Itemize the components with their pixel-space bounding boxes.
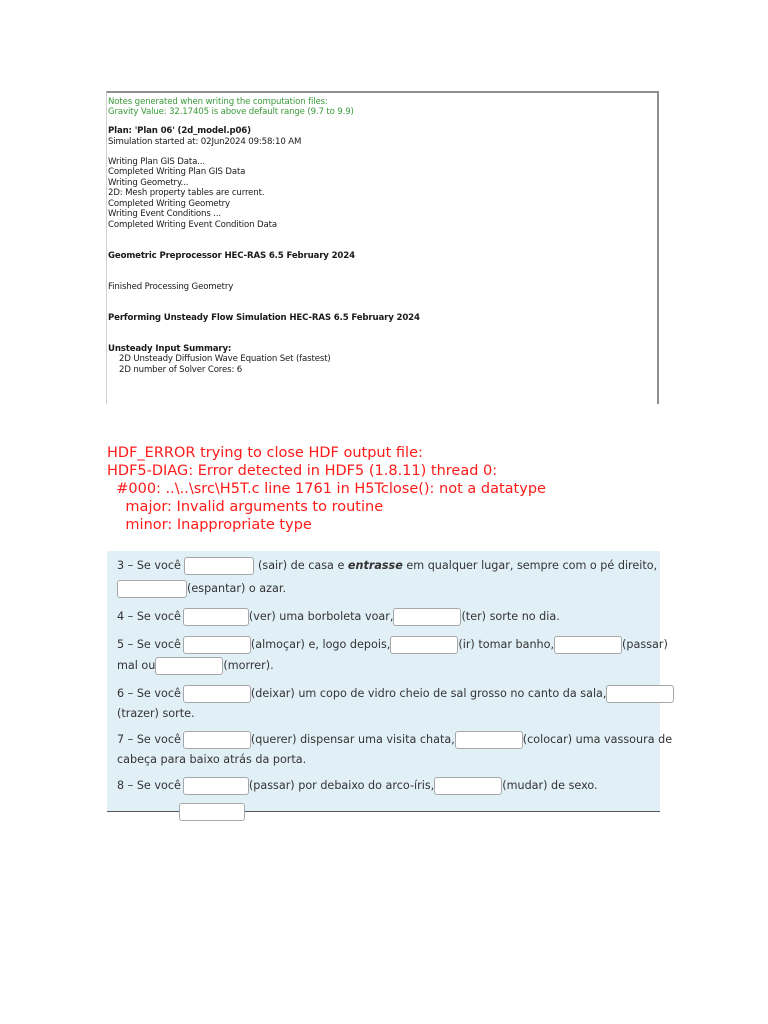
error-line: HDF_ERROR trying to close HDF output file: (107, 445, 423, 461)
log-summary-item: 2D Unsteady Diffusion Wave Equation Set (fastest) (119, 354, 331, 364)
exercise-panel (107, 551, 673, 812)
log-geo-preprocessor: Geometric Preprocessor HEC-RAS 6.5 February 2024 (108, 251, 355, 261)
answer-field[interactable] (155, 657, 223, 675)
log-step: 2D: Mesh property tables are current. (108, 188, 265, 198)
log-started: Simulation started at: 02Jun2024 09:58:10 AM (108, 137, 302, 147)
answer-field[interactable] (554, 636, 622, 654)
log-step: Completed Writing Geometry (108, 199, 230, 209)
answer-field[interactable] (179, 803, 245, 821)
question-7: 7 – Se você (querer) dispensar uma visita chata, (colocar) uma vassoura de (117, 730, 672, 750)
log-plan: Plan: 'Plan 06' (2d_model.p06) (108, 126, 251, 136)
answer-field[interactable] (117, 580, 187, 598)
answer-field[interactable] (183, 636, 251, 654)
answer-field[interactable] (393, 608, 461, 626)
question-5: 5 – Se você (almoçar) e, logo depois, (ir) tomar banho, (passar) (117, 635, 668, 655)
computation-log-panel (106, 91, 659, 404)
log-step: Writing Event Conditions ... (108, 209, 221, 219)
question-6: 6 – Se você (deixar) um copo de vidro cheio de sal grosso no canto da sala, (117, 684, 674, 704)
log-gravity-warning: Gravity Value: 32.17405 is above default range (9.7 to 9.9) (108, 107, 354, 117)
question-7-cont: cabeça para baixo atrás da porta. (117, 753, 307, 766)
error-line: major: Invalid arguments to routine (107, 499, 384, 515)
answer-field[interactable] (455, 731, 523, 749)
log-step: Writing Plan GIS Data... (108, 157, 205, 167)
log-summary-item: 2D number of Solver Cores: 6 (119, 365, 243, 375)
log-input-summary: Unsteady Input Summary: (108, 344, 232, 354)
question-8: 8 – Se você (passar) por debaixo do arco-íris, (mudar) de sexo. (117, 776, 598, 796)
log-unsteady-sim: Performing Unsteady Flow Simulation HEC-RAS 6.5 February 2024 (108, 313, 420, 323)
question-5-cont: mal ou (morrer). (117, 656, 274, 676)
log-finished-geometry: Finished Processing Geometry (108, 282, 234, 292)
error-line: minor: Inappropriate type (107, 517, 312, 533)
question-3: 3 – Se você (sair) de casa e entrasse em qualquer lugar, sempre com o pé direito, (117, 556, 657, 576)
log-notes-header: Notes generated when writing the computation files: (108, 97, 328, 107)
answer-field[interactable] (184, 557, 254, 575)
question-9-cutoff (117, 803, 245, 821)
answer-field[interactable] (183, 685, 251, 703)
error-line: HDF5-DIAG: Error detected in HDF5 (1.8.11) thread 0: (107, 463, 498, 479)
question-4: 4 – Se você (ver) uma borboleta voar, (ter) sorte no dia. (117, 607, 560, 627)
answer-field[interactable] (183, 777, 249, 795)
question-6-cont: (trazer) sorte. (117, 707, 195, 720)
log-step: Completed Writing Event Condition Data (108, 220, 277, 230)
error-line: #000: ..\..\src\H5T.c line 1761 in H5Tclose(): not a datatype (107, 481, 546, 497)
answer-field[interactable] (606, 685, 674, 703)
answer-field[interactable] (183, 731, 251, 749)
log-step: Writing Geometry... (108, 178, 189, 188)
log-step: Completed Writing Plan GIS Data (108, 167, 246, 177)
answer-field[interactable] (434, 777, 502, 795)
answer-field[interactable] (183, 608, 249, 626)
answer-field[interactable] (390, 636, 458, 654)
question-3-cont: (espantar) o azar. (117, 579, 286, 599)
